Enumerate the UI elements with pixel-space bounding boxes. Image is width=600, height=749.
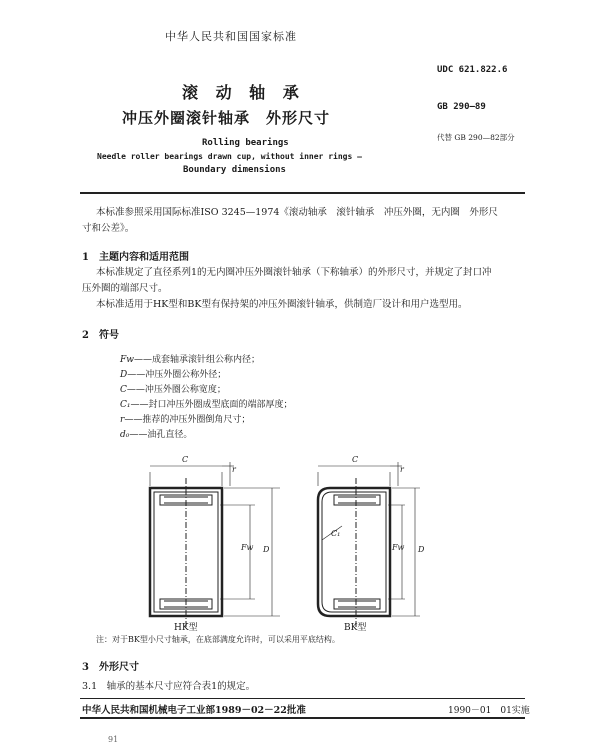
hk-bearing-drawing <box>150 462 280 628</box>
symbol-name: D <box>120 370 128 380</box>
symbol-desc: ——冲压外圈公称宽度； <box>126 385 226 395</box>
header-org: 中华人民共和国国家标准 <box>165 30 297 43</box>
doc-title-line2: 冲压外圈滚针轴承 外形尺寸 <box>122 109 331 127</box>
intro-line1: 本标准参照采用国际标准ISO 3245—1974《滚动轴承 滚针轴承 冲压外圈，无内圈 外形尺 <box>96 207 498 218</box>
symbol-desc: ——冲压外圈公称外径； <box>127 370 227 380</box>
english-title-line3: Boundary dimensions <box>183 165 286 175</box>
hk-type-label: HK型 <box>174 623 198 633</box>
footer-divider-top <box>80 698 525 699</box>
bk-bearing-drawing <box>318 462 420 628</box>
bk-dim-c1-label: C₁ <box>331 529 341 538</box>
symbol-name: r <box>120 415 125 425</box>
symbol-name: Fw <box>120 355 134 365</box>
bk-type-label: BK型 <box>344 623 367 633</box>
symbol-row <box>120 367 226 380</box>
bk-dim-c-label: C <box>352 455 359 464</box>
symbol-name: d₀ <box>120 430 130 440</box>
section3-heading: 3 外形尺寸 <box>82 662 139 673</box>
symbol-name: C₁ <box>120 400 131 410</box>
symbol-desc: ——油孔直径。 <box>129 430 193 440</box>
gb-code: GB 290—89 <box>437 102 486 112</box>
bk-dim-fw-label: Fw <box>392 543 405 552</box>
section3-1-text: 3.1 轴承的基本尺寸应符合表1的规定。 <box>82 681 256 692</box>
hk-dim-fw-label: Fw <box>241 543 254 552</box>
english-title-line2: Needle roller bearings drawn cup, without inner rings — <box>97 152 362 161</box>
figure-note: 注：对于BK型小尺寸轴承，在底部满度允许时，可以采用平底结构。 <box>96 635 340 644</box>
header-divider <box>80 192 525 194</box>
hk-dim-d-label: D <box>263 545 270 554</box>
symbol-desc: ——成套轴承滚针组公称内径； <box>133 355 260 365</box>
symbol-row <box>120 397 293 410</box>
page-number: 91 <box>108 735 119 744</box>
symbol-row <box>120 427 192 440</box>
section1-p2: 本标准适用于HK型和BK型有保持架的冲压外圈滚针轴承，供制造厂设计和用户选型用。 <box>96 299 468 310</box>
symbol-row <box>120 352 260 365</box>
section1-heading: 1 主题内容和适用范围 <box>82 252 189 263</box>
bearing-figure <box>120 448 450 633</box>
section1-p1-line2: 压外圈的端部尺寸。 <box>82 283 168 294</box>
footer-divider-bottom <box>80 717 525 719</box>
doc-title-line1: 滚 动 轴 承 <box>182 83 305 102</box>
bk-dim-d-label: D <box>418 545 425 554</box>
hk-dim-r-label: r <box>232 465 236 474</box>
bk-dim-r-label: r <box>400 465 404 474</box>
symbol-name: C <box>120 385 127 395</box>
approval-text: 中华人民共和国机械电子工业部1989－02－22批准 <box>82 705 306 716</box>
english-title-line1: Rolling bearings <box>202 138 289 148</box>
symbol-row <box>120 412 250 425</box>
intro-line2: 寸和公差》。 <box>82 223 135 234</box>
symbol-desc: ——推荐的冲压外圈倒角尺寸； <box>124 415 251 425</box>
udc-code: UDC 621.822.6 <box>437 65 508 75</box>
implementation-text: 1990－01 01实施 <box>448 706 530 716</box>
section2-heading: 2 符号 <box>82 330 119 341</box>
section1-p1-line1: 本标准规定了直径系列1的无内圈冲压外圈滚针轴承（下称轴承）的外形尺寸，并规定了封口冲 <box>96 267 492 278</box>
hk-dim-c-label: C <box>182 455 189 464</box>
symbol-row <box>120 382 226 395</box>
replaces-note: 代替 GB 290—82部分 <box>437 133 515 142</box>
symbol-desc: ——封口冲压外圈成型底面的端部厚度； <box>130 400 293 410</box>
